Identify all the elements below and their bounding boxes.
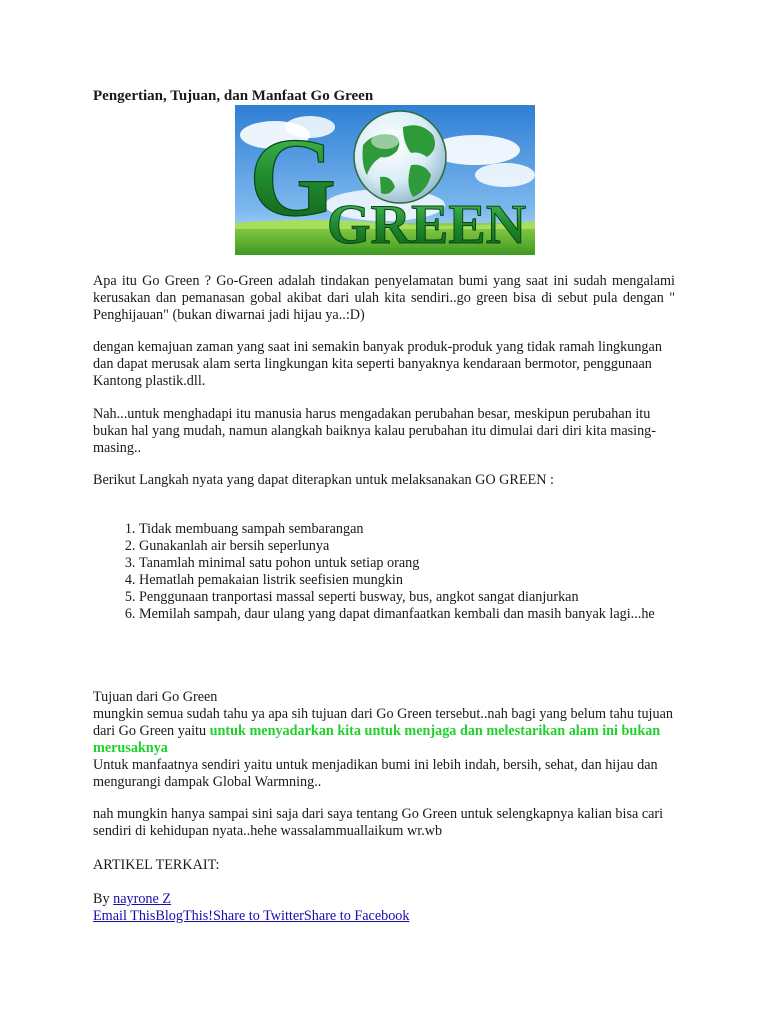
steps-list [93, 521, 675, 623]
share-links [93, 908, 675, 925]
paragraph-modern-era: dengan kemajuan zaman yang saat ini semakin banyak produk-produk yang tidak ramah lingkungan dan dapat merusak alam serta lingkungan kita seperti banyaknya kendaraan bermotor, penggunaan Kantong plastik.dll. [93, 339, 662, 389]
tujuan-heading: Tujuan dari Go Green [93, 689, 218, 705]
share-twitter-link[interactable]: Share to Twitter [212, 908, 304, 924]
paragraph-intro: Apa itu Go Green ? Go-Green adalah tindakan penyelamatan bumi yang saat ini sudah mengalami kerusakan dan pemanasan gobal akibat dari ulah kita sendiri..go green bisa di sebut pula dengan " Penghijauan" (bukan diwarnai jadi hijau ya..:D) [93, 273, 675, 323]
list-item: 6. Memilah sampah, daur ulang yang dapat dimanfaatkan kembali dan masih banyak lagi...he [139, 606, 675, 623]
list-item: 5. Penggunaan tranportasi massal seperti busway, bus, angkot sangat dianjurkan [139, 589, 675, 606]
share-facebook-link[interactable]: Share to Facebook [303, 908, 410, 924]
paragraph-change: Nah...untuk menghadapi itu manusia harus mengadakan perubahan besar, meskipun perubahan itu bukan hal yang mudah, namun alangkah baiknya kalau perubahan itu dimulai dari diri kita masing-masing.. [93, 406, 657, 456]
tujuan-highlight: untuk menyadarkan kita untuk menjaga dan melestarikan alam ini bukan merusaknya [93, 723, 661, 756]
go-green-hero-image [235, 105, 535, 255]
tujuan-section [93, 689, 675, 791]
author-link[interactable]: nayrone Z [113, 891, 172, 907]
list-item: 2. Gunakanlah air bersih seperlunya [139, 538, 675, 555]
blogthis-link[interactable]: BlogThis! [155, 908, 213, 924]
byline [93, 891, 675, 908]
logo-letter-g: G [249, 116, 337, 240]
list-item: 3. Tanamlah minimal satu pohon untuk setiap orang [139, 555, 675, 572]
go-green-logo-illustration [235, 105, 535, 255]
list-item: 4. Hematlah pemakaian listrik seefisien mungkin [139, 572, 675, 589]
tujuan-text: mungkin semua sudah tahu ya apa sih tujuan dari Go Green tersebut..nah bagi yang belum tahu tujuan dari Go Green yaitu [93, 706, 673, 739]
globe-icon [354, 111, 446, 203]
email-this-link[interactable]: Email This [93, 908, 156, 924]
manfaat-paragraph: Untuk manfaatnya sendiri yaitu untuk menjadikan bumi ini lebih indah, bersih, sehat, dan hijau dan mengurangi dampak Global Warmning.. [93, 757, 658, 790]
list-item: 1. Tidak membuang sampah sembarangan [139, 521, 675, 538]
by-label: By [93, 891, 114, 907]
tujuan-paragraph [93, 706, 675, 757]
paragraph-steps-intro: Berikut Langkah nyata yang dapat diterapkan untuk melaksanakan GO GREEN : [93, 472, 554, 488]
related-articles-label: ARTIKEL TERKAIT: [93, 857, 220, 873]
article-title: Pengertian, Tujuan, dan Manfaat Go Green [93, 88, 374, 104]
logo-word-green: GREEN [327, 194, 527, 255]
paragraph-closing: nah mungkin hanya sampai sini saja dari saya tentang Go Green untuk selengkapnya kalian bisa cari sendiri di kehidupan nyata..hehe wassalammuallaikum wr.wb [93, 806, 664, 839]
